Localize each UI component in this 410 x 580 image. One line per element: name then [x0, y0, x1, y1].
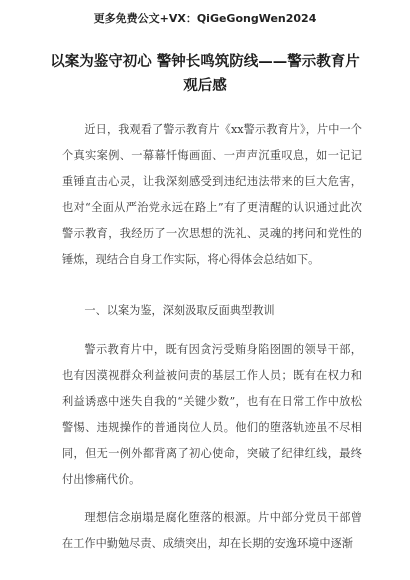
body-paragraph: 警示教育片中，既有因贪污受贿身陷囹圄的领导干部，也有因漠视群众利益被问责的基层工作人员；既有在权力和利益诱惑中迷失自我的“关键少数”，也有在日常工作中放松警惕、违规操作的普通岗位人员。他们的堕落轨迹虽不尽相同，但无一例外都背离了初心使命，突破了纪律红线，最终付出惨痛代价。: [62, 343, 362, 486]
section-heading: 一、以案为鉴，深刻汲取反面典型教训: [84, 304, 275, 317]
document-title: 以案为鉴守初心 警钟长鸣筑防线——警示教育片观后感: [50, 54, 360, 94]
body-paragraph: 理想信念崩塌是腐化堕落的根源。片中部分党员干部曾在工作中勤勉尽责、成绩突出，却在长期的安逸环境中逐渐: [62, 511, 362, 550]
intro-paragraph: 近日，我观看了警示教育片《xx警示教育片》，片中一个个真实案例、一幕幕忏悔画面、一声声沉重叹息，如一记记重锤直击心灵，让我深刻感受到违纪违法带来的巨大危害，也对“全面从严治党永远在路上”有了更清醒的认识通过此次警示教育，我经历了一次思想的洗礼、灵魂的拷问和党性的锤炼，现结合自身工作实际，将心得体会总结如下。: [62, 123, 362, 266]
header-banner: 更多免费公文+VX：QiGeGongWen2024: [93, 12, 317, 25]
